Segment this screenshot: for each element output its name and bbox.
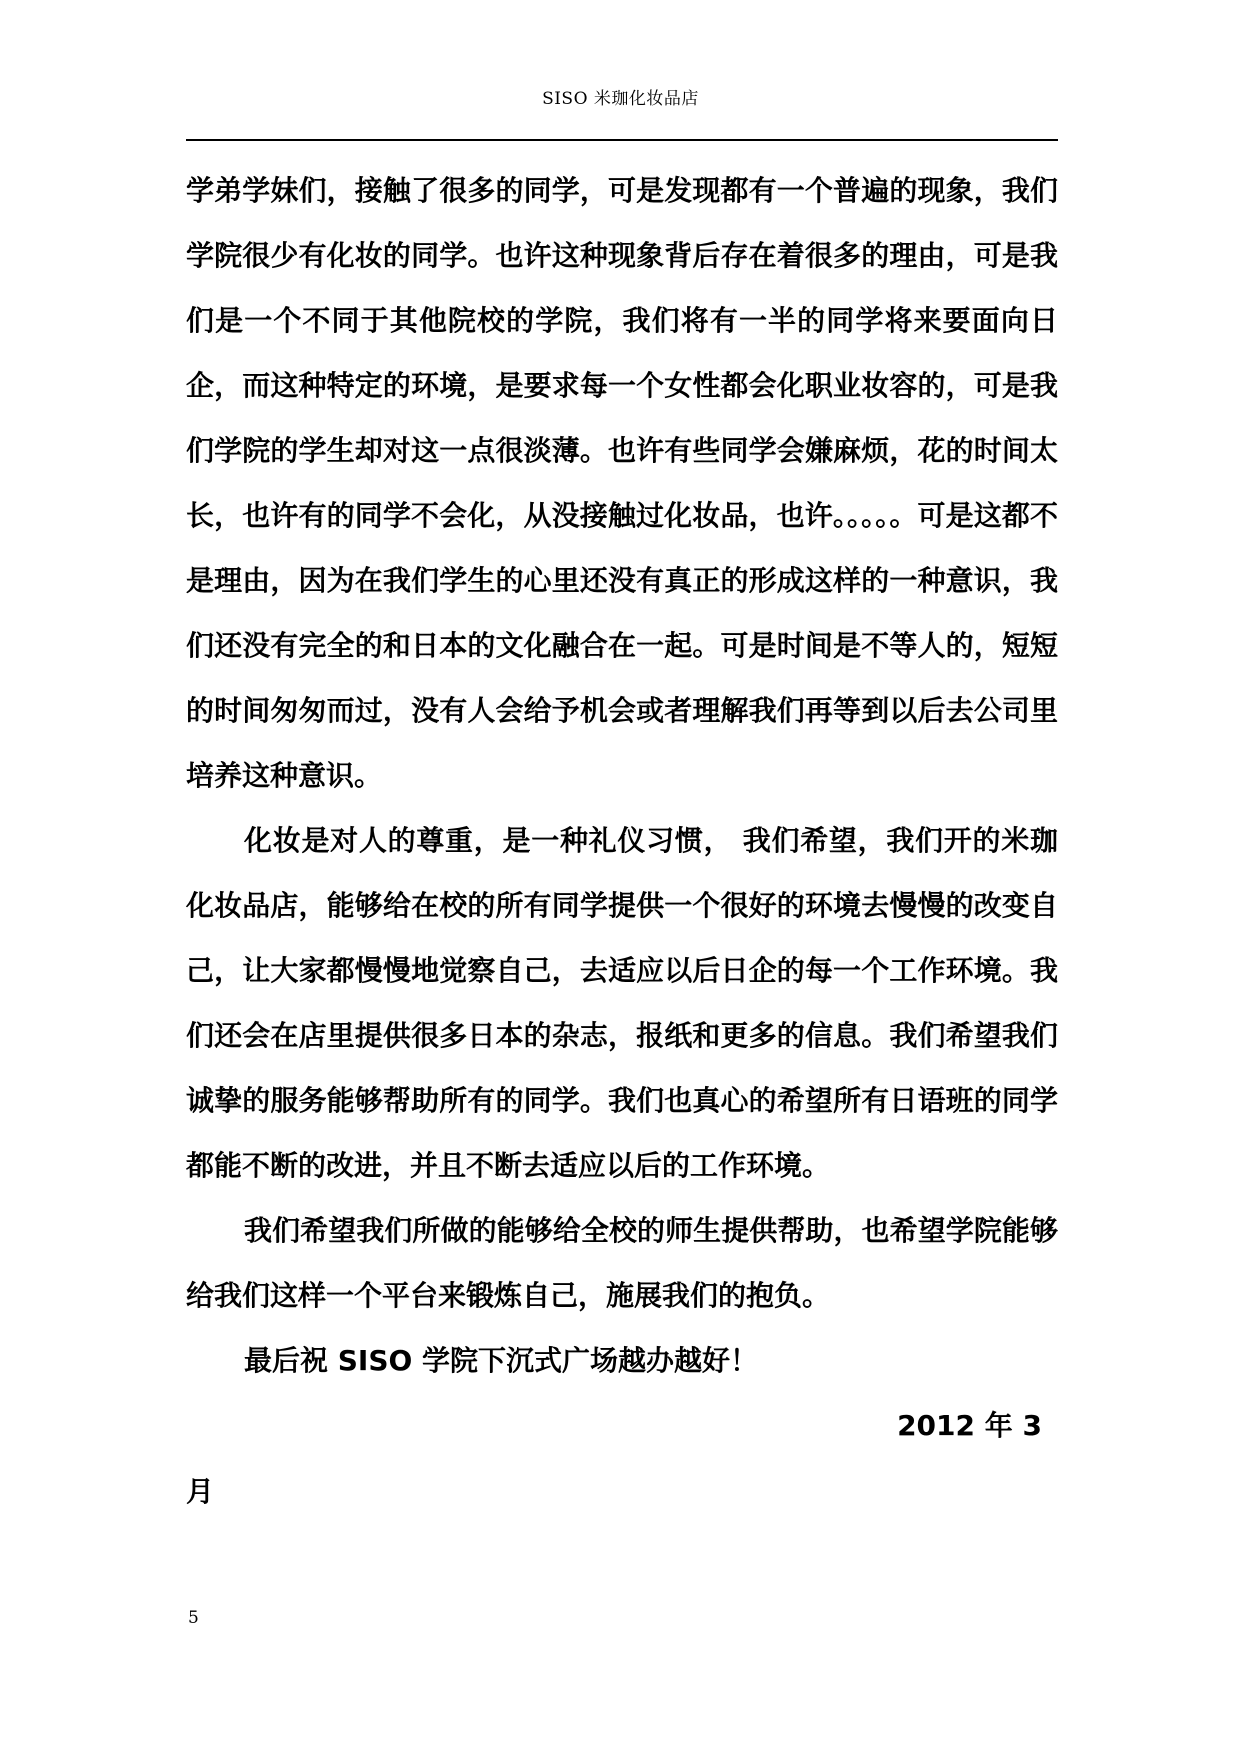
closing-wish: 最后祝 SISO 学院下沉式广场越办越好！ xyxy=(244,1344,759,1377)
date-month: 月 xyxy=(186,1475,215,1508)
page-number: 5 xyxy=(188,1608,199,1628)
paragraph-3: 我们希望我们所做的能够给全校的师生提供帮助，也希望学院能够给我们这样一个平台来锻炼自己，施展我们的抱负。 xyxy=(186,1214,1058,1312)
header-divider xyxy=(186,139,1058,141)
page-header: SISO 米珈化妆品店 xyxy=(542,89,699,109)
document-body xyxy=(186,158,1058,1524)
paragraph-1: 学弟学妹们，接触了很多的同学，可是发现都有一个普遍的现象，我们学院很少有化妆的同学。也许这种现象背后存在着很多的理由，可是我们是一个不同于其他院校的学院，我们将有一半的同学将来要面向日企，而这种特定的环境，是要求每一个女性都会化职业妆容的，可是我们学院的学生却对这一点很淡薄。也许有些同学会嫌麻烦，花的时间太长，也许有的同学不会化，从没接触过化妆品，也许。。。。。可是这都不是理由，因为在我们学生的心里还没有真正的形成这样的一种意识，我们还没有完全的和日本的文化融合在一起。可是时间是不等人的，短短的时间匆匆而过，没有人会给予机会或者理解我们再等到以后去公司里培养这种意识。 xyxy=(186,174,1058,792)
date-line: 2012 年 3 xyxy=(897,1409,1042,1442)
paragraph-2: 化妆是对人的尊重，是一种礼仪习惯， 我们希望，我们开的米珈化妆品店，能够给在校的所有同学提供一个很好的环境去慢慢的改变自己，让大家都慢慢地觉察自己，去适应以后日企的每一个工作环境。我们还会在店里提供很多日本的杂志，报纸和更多的信息。我们希望我们诚挚的服务能够帮助所有的同学。我们也真心的希望所有日语班的同学都能不断的改进，并且不断去适应以后的工作环境。 xyxy=(186,824,1058,1182)
